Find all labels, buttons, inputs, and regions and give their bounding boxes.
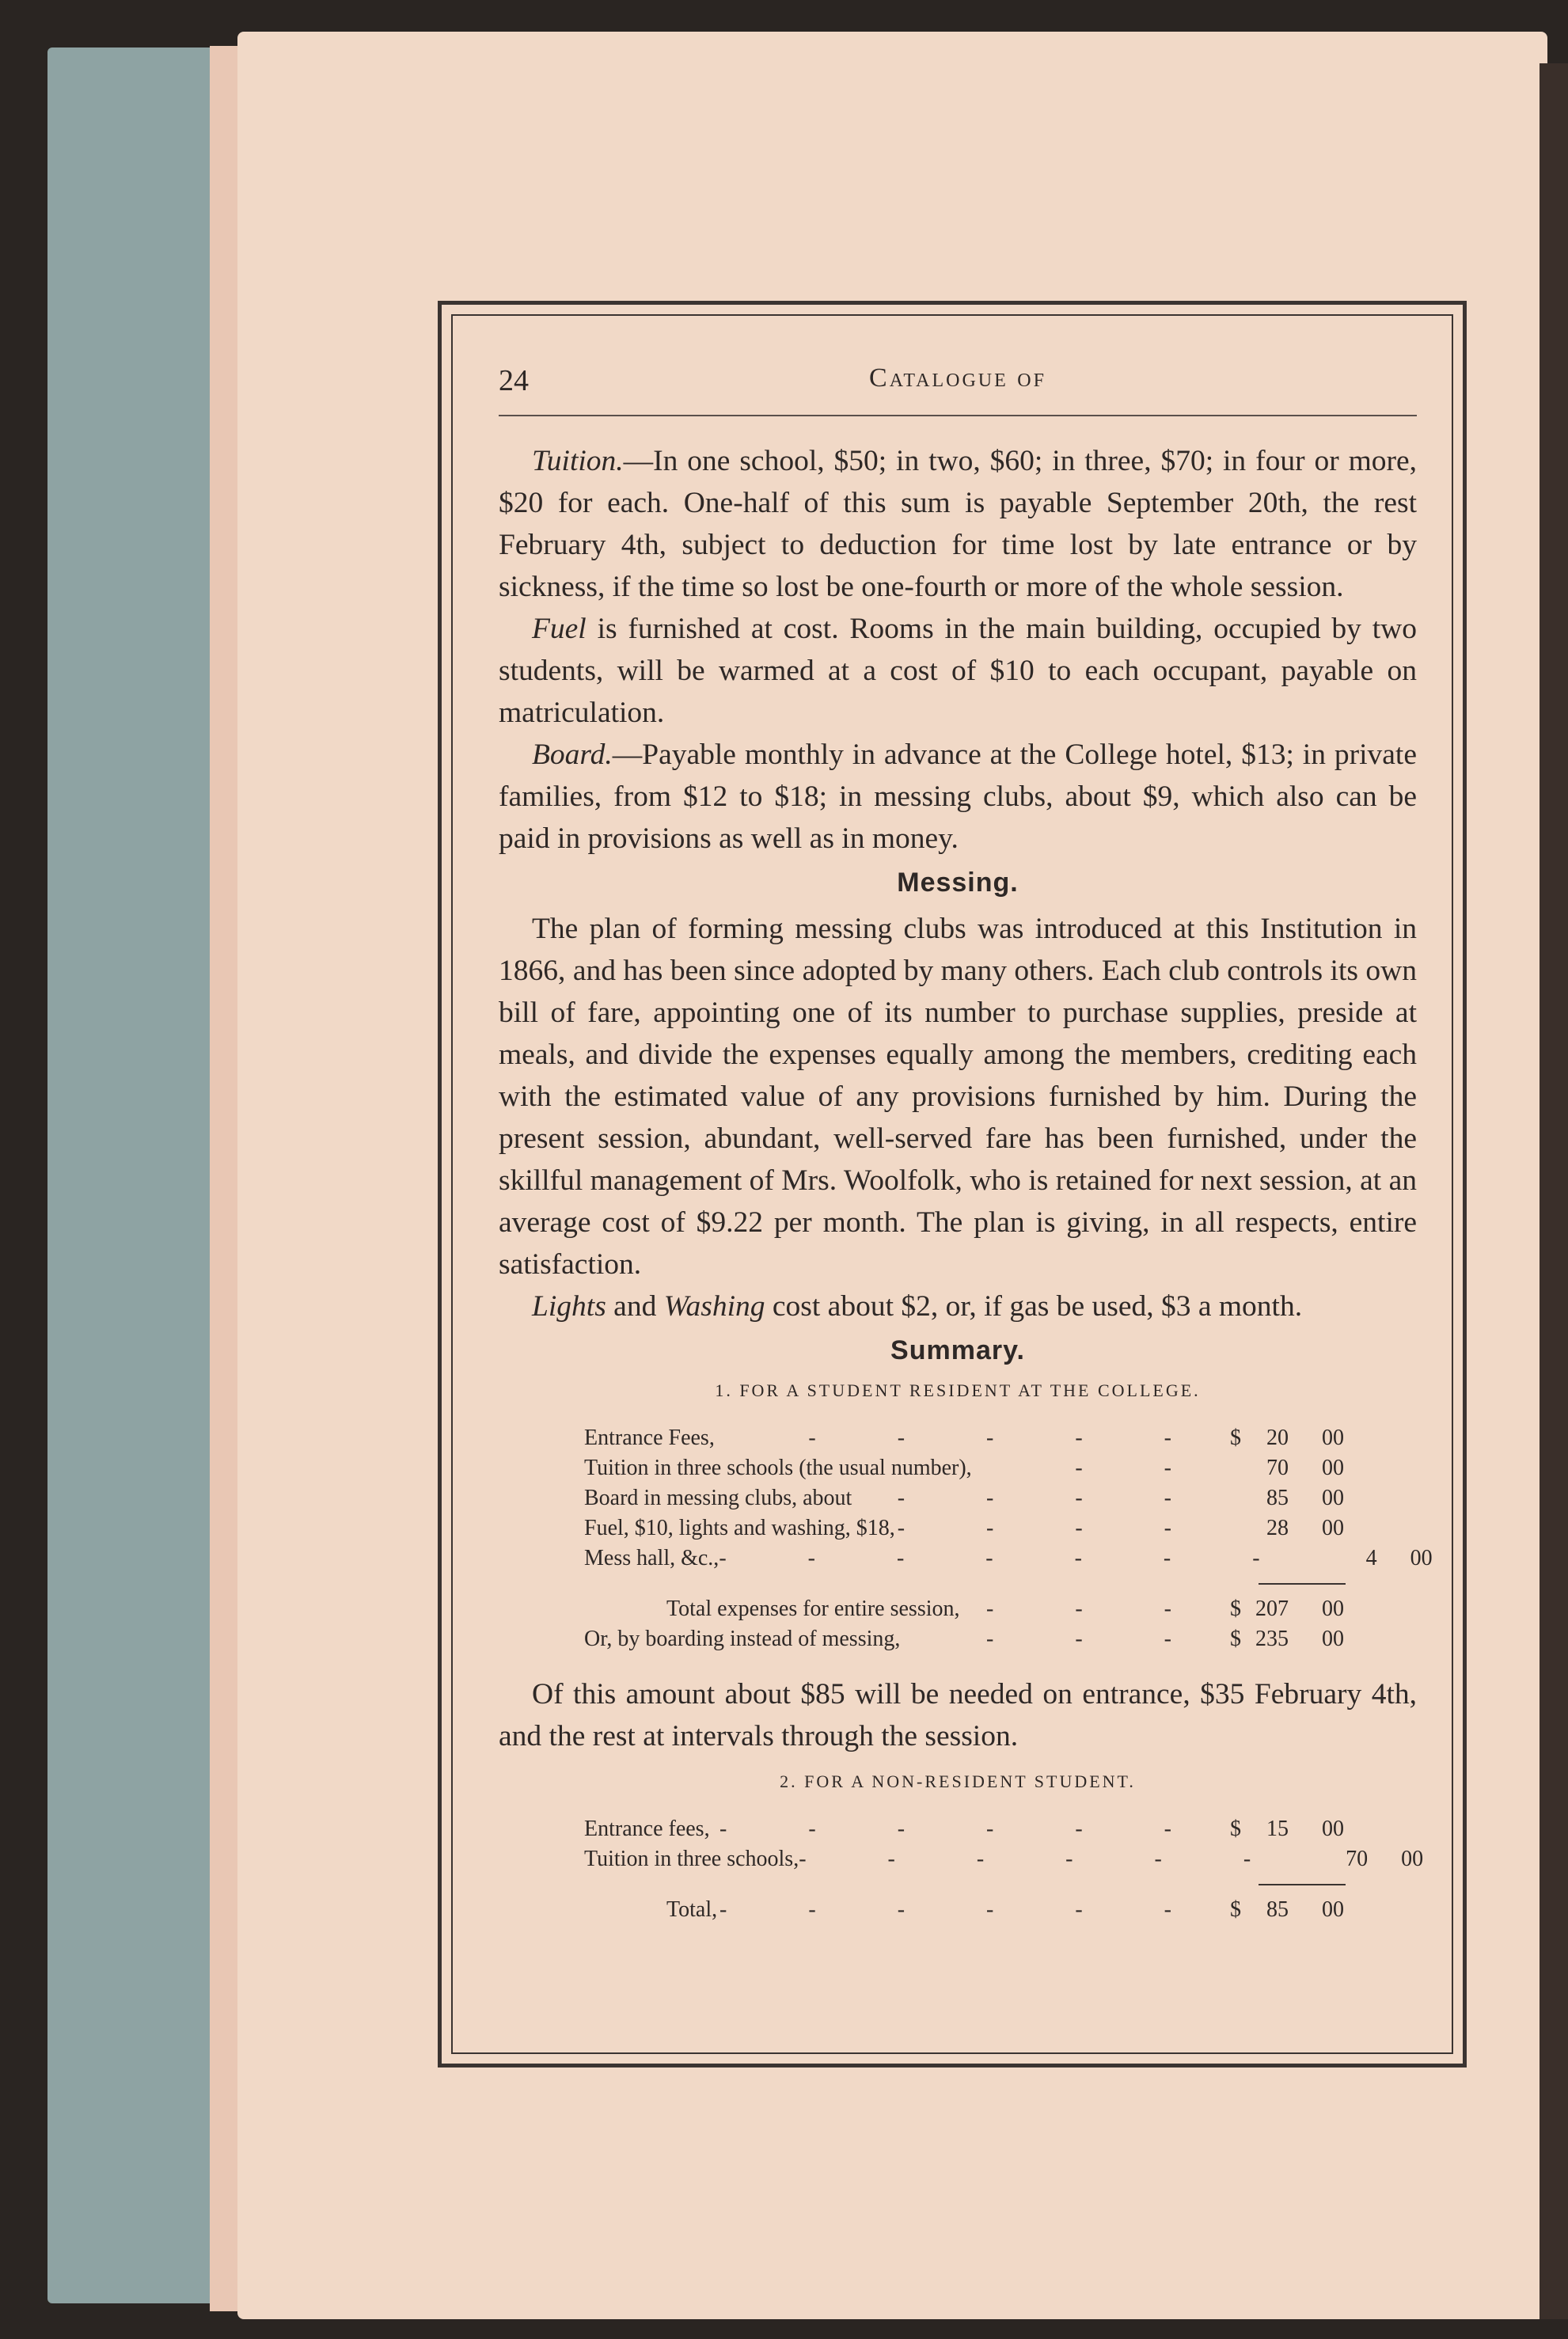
page-number: 24: [499, 364, 529, 397]
row-dollar: $: [1230, 1817, 1241, 1841]
row-amount: 4: [1365, 1546, 1377, 1570]
summary-heading: Summary.: [890, 1335, 1025, 1365]
row-dots: - - - - - - -: [719, 1546, 1298, 1570]
row-label: Entrance Fees,: [584, 1426, 715, 1450]
row-label: Board in messing clubs, about: [584, 1486, 852, 1510]
row-amount: 85: [1266, 1486, 1289, 1510]
row-label: Tuition in three schools (the usual number),: [584, 1456, 972, 1480]
lights-text: cost about $2, or, if gas be used, $3 a month.: [765, 1290, 1303, 1323]
book-cover-board: [47, 47, 237, 2303]
fuel-term: Fuel: [532, 613, 587, 645]
entrance-note-paragraph: Of this amount about $85 will be needed on entrance, $35 February 4th, and the rest at intervals through the session.: [499, 1678, 1417, 1752]
row-amount: 20: [1266, 1426, 1289, 1450]
table-row: [584, 1513, 1344, 1544]
messing-paragraph: The plan of forming messing clubs was introduced at this Institution in 1866, and has been since adopted by many others. Each club controls its own bill of fare, appointing one of its number to purchase supplies, preside at meals, and divide the expenses equally among the members, crediting each with the estimated value of any provisions furnished by him. During the present session, abundant, well-served fare has been furnished, under the skillful management of Mrs. Woolfolk, who is retained for next session, at an average cost of $9.22 per month. The plan is giving, in all respects, entire satisfaction.: [499, 913, 1417, 1281]
row-cents: 00: [1322, 1486, 1344, 1510]
table-row: [584, 1544, 1433, 1574]
section2-title: 2. FOR A NON-RESIDENT STUDENT.: [780, 1771, 1136, 1791]
row-label: Total expenses for entire session,: [666, 1597, 960, 1621]
row-dots: - -: [1075, 1456, 1209, 1480]
and-word: and: [606, 1290, 664, 1323]
table-row: [584, 1453, 1344, 1483]
row-amount: 235: [1255, 1627, 1289, 1651]
tuition-paragraph: [499, 440, 1417, 608]
board-text: —Payable monthly in advance at the College hotel, $13; in private families, from $12 to $18; in messing clubs, about $9, which also can be paid in provisions as well as in money.: [499, 739, 1417, 855]
header-rule: [499, 415, 1417, 416]
page-content: [499, 355, 1433, 1925]
row-cents: 00: [1322, 1627, 1344, 1651]
row-amount: 15: [1266, 1817, 1289, 1841]
row-cents: 00: [1322, 1426, 1344, 1450]
page-header: [499, 355, 1417, 411]
row-amount: 85: [1266, 1897, 1289, 1922]
resident-expense-table: [584, 1423, 1433, 1654]
sum-rule: [1259, 1884, 1346, 1885]
page-frame-inner: [451, 314, 1453, 2054]
tuition-term: Tuition.: [532, 445, 624, 477]
lights-paragraph: [499, 1285, 1417, 1327]
washing-term: Washing: [663, 1290, 765, 1323]
row-cents: 00: [1322, 1817, 1344, 1841]
table-row: [584, 1844, 1424, 1874]
row-label: Total,: [666, 1897, 718, 1922]
table-row: [584, 1814, 1344, 1844]
total-row: [584, 1594, 1344, 1624]
total-row: [584, 1895, 1344, 1925]
row-cents: 00: [1322, 1597, 1344, 1621]
row-dots: - - - -: [897, 1516, 1209, 1540]
row-dots: - - - - - -: [719, 1897, 1209, 1922]
row-amount: 28: [1266, 1516, 1289, 1540]
row-label: Fuel, $10, lights and washing, $18,: [584, 1516, 895, 1540]
lights-term: Lights: [532, 1290, 606, 1323]
row-dots: - - -: [986, 1627, 1209, 1651]
row-amount: 70: [1346, 1847, 1369, 1871]
row-cents: 00: [1322, 1456, 1344, 1480]
row-dollar: $: [1230, 1597, 1241, 1621]
fuel-paragraph: [499, 608, 1417, 734]
row-dollar: $: [1230, 1627, 1241, 1651]
row-dots: - - - -: [897, 1486, 1209, 1510]
table-row: [584, 1423, 1344, 1453]
row-dots: - - - - - -: [719, 1817, 1209, 1841]
row-label: Mess hall, &c.,: [584, 1546, 719, 1570]
row-dots: - - -: [986, 1597, 1209, 1621]
row-amount: 207: [1255, 1597, 1289, 1621]
row-cents: 00: [1410, 1546, 1433, 1570]
non-resident-expense-table: [584, 1814, 1424, 1925]
row-amount: 70: [1266, 1456, 1289, 1480]
row-dollar: $: [1230, 1426, 1241, 1450]
row-cents: 00: [1322, 1516, 1344, 1540]
row-dots: - - - - - -: [799, 1847, 1289, 1871]
row-label: Entrance fees,: [584, 1817, 710, 1841]
running-head: Catalogue of: [869, 363, 1046, 393]
alternate-total-row: [584, 1624, 1344, 1654]
page-frame: [438, 301, 1467, 2068]
row-cents: 00: [1322, 1897, 1344, 1922]
right-shadow-edge: [1540, 63, 1568, 2319]
row-dots: - - - - -: [808, 1426, 1209, 1450]
messing-heading: Messing.: [897, 868, 1019, 898]
row-label: Or, by boarding instead of messing,: [584, 1627, 901, 1651]
tuition-text: —In one school, $50; in two, $60; in three, $70; in four or more, $20 for each. One-half of this sum is payable September 20th, the rest February 4th, subject to deduction for time lost by late entrance or by sickness, if the time so lost be one-fourth or more of the whole session.: [499, 445, 1417, 603]
fuel-text: is furnished at cost. Rooms in the main building, occupied by two students, will be warmed at a cost of $10 to each occupant, payable on matriculation.: [499, 613, 1417, 729]
sum-rule: [1259, 1583, 1346, 1585]
board-paragraph: [499, 734, 1417, 860]
row-cents: 00: [1401, 1847, 1424, 1871]
table-row: [584, 1483, 1344, 1513]
board-term: Board.: [532, 739, 613, 771]
row-label: Tuition in three schools,: [584, 1847, 799, 1871]
row-dollar: $: [1230, 1897, 1241, 1922]
section1-title: 1. FOR A STUDENT RESIDENT AT THE COLLEGE.: [715, 1380, 1201, 1400]
